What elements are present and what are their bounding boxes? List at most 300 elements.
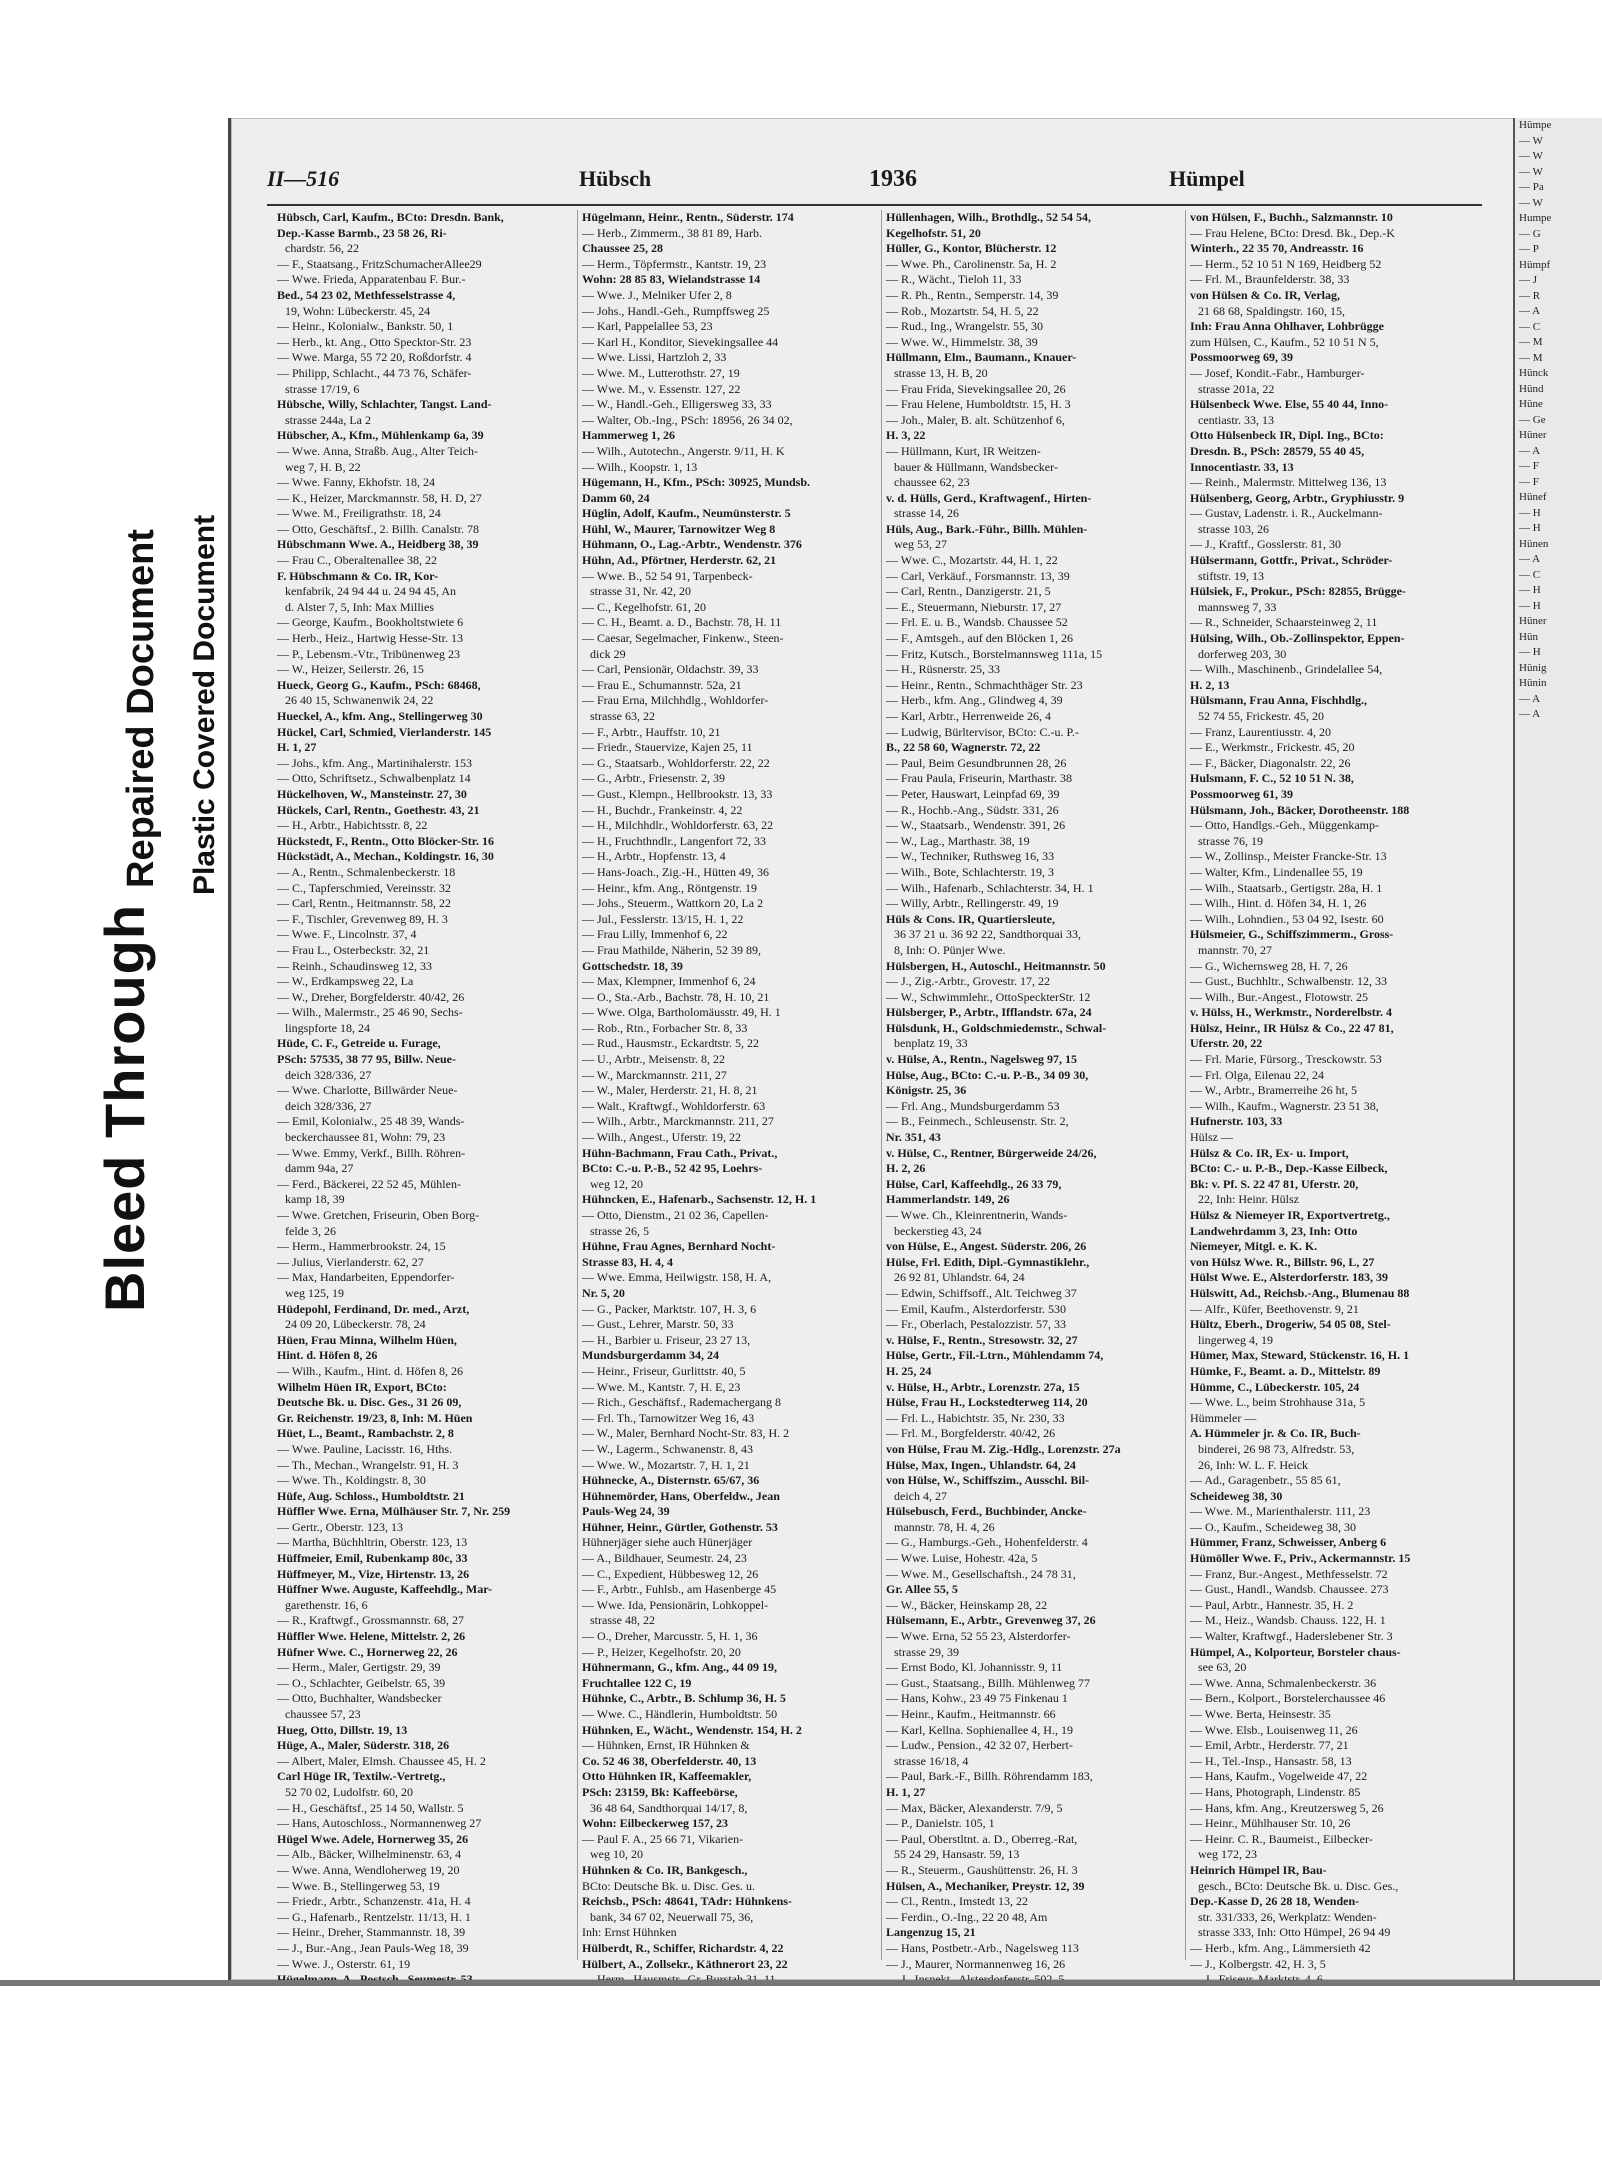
directory-entry: — Hans, Photograph, Lindenstr. 85 <box>1190 1784 1361 1799</box>
directory-entry: — Gustav, Ladenstr. i. R., Auckelmann- <box>1190 506 1383 521</box>
directory-entry: — Frl. M., Braunfelderstr. 38, 33 <box>1190 272 1350 287</box>
directory-entry: — Ludw., Pension., 42 32 07, Herbert- <box>886 1738 1073 1753</box>
directory-entry: — Wwe. Lissi, Hartzloh 2, 33 <box>582 350 727 365</box>
directory-entry: — Wwe. Luise, Hohestr. 42a, 5 <box>886 1551 1038 1566</box>
directory-entry: — R. Ph., Rentn., Semperstr. 14, 39 <box>886 287 1059 302</box>
directory-entry: — Wwe. B., Stellingerweg 53, 19 <box>277 1878 440 1893</box>
directory-entry: 19, Wohn: Lübeckerstr. 45, 24 <box>285 303 431 318</box>
directory-entry: Hüffmeyer, M., Vize, Hirtenstr. 13, 26 <box>277 1566 470 1581</box>
directory-entry: — Wwe. Anna, Straßb. Aug., Alter Teich- <box>277 443 479 458</box>
directory-entry: — Wwe. C., Mozartstr. 44, H. 1, 22 <box>886 553 1058 568</box>
directory-entry: Mundsburgerdamm 34, 24 <box>582 1348 720 1363</box>
directory-entry: — Wwe. J., Osterstr. 61, 19 <box>277 1956 411 1971</box>
directory-entry: Hueg, Otto, Dillstr. 19, 13 <box>277 1722 408 1737</box>
directory-entry: — Josef, Kondit.-Fabr., Hamburger- <box>1190 365 1365 380</box>
directory-entry: Otto Hülsenbeck IR, Dipl. Ing., BCto: <box>1190 428 1384 443</box>
directory-entry: — Heinr. C. R., Baumeist., Eilbecker- <box>1190 1831 1373 1846</box>
directory-entry: Hügelmann, Heinr., Rentn., Süderstr. 174 <box>582 210 794 224</box>
facing-page-fragment: — H <box>1519 599 1541 612</box>
directory-entry: — R., Kraftwgf., Grossmannstr. 68, 27 <box>277 1613 464 1628</box>
directory-entry: Otto Hühnken IR, Kaffeemakler, <box>582 1769 752 1784</box>
directory-entry: — Frl. L., Habichtstr. 35, Nr. 230, 33 <box>886 1410 1065 1425</box>
directory-entry: — W., Erdkampsweg 22, La <box>277 974 414 989</box>
directory-entry: Damm 60, 24 <box>582 490 650 505</box>
directory-entry: gesch., BCto: Deutsche Bk. u. Disc. Ges., <box>1198 1878 1399 1893</box>
directory-entry: H. 1, 27 <box>886 1784 926 1799</box>
directory-entry: — C., Expedient, Hübbesweg 12, 26 <box>582 1566 759 1581</box>
directory-entry: strasse 31, Nr. 42, 20 <box>590 584 691 599</box>
directory-entry: H. 3, 22 <box>886 428 926 443</box>
directory-entry: strasse 13, H. B, 20 <box>894 365 988 380</box>
directory-entry: — Wilh., Staatsarb., Gertigstr. 28a, H. 1 <box>1190 880 1383 895</box>
directory-entry: Wohn: Eilbeckerweg 157, 23 <box>582 1816 728 1831</box>
page-header <box>249 166 1489 200</box>
directory-entry: — Emil, Kolonialw., 25 48 39, Wands- <box>277 1114 465 1129</box>
directory-entry: — Frau Lilly, Immenhof 6, 22 <box>582 927 728 942</box>
facing-page-fragment: Hünen <box>1519 537 1549 550</box>
directory-entry: — W., Lag., Marthastr. 38, 19 <box>886 833 1030 848</box>
directory-entry: benplatz 19, 33 <box>894 1036 968 1051</box>
directory-entry: PSch: 57535, 38 77 95, Billw. Neue- <box>277 1052 456 1067</box>
directory-entry: Dresdn. B., PSch: 28579, 55 40 45, <box>1190 443 1365 458</box>
directory-entry: — Albert, Maler, Elmsh. Chaussee 45, H. 2 <box>277 1753 486 1768</box>
directory-entry: — Wilh., Angest., Uferstr. 19, 22 <box>582 1130 741 1145</box>
directory-entry: Hückelhoven, W., Mansteinstr. 27, 30 <box>277 786 467 801</box>
directory-entry: — Wwe. M., Marienthalerstr. 111, 23 <box>1190 1504 1371 1519</box>
directory-entry: — B., Feinmech., Schleusenstr. Str. 2, <box>886 1114 1069 1129</box>
facing-page-fragment: Hüne <box>1519 398 1543 410</box>
facing-page-fragment: Hünig <box>1519 661 1547 674</box>
directory-entry: — Wilh., Koopstr. 1, 13 <box>582 459 698 474</box>
directory-entry: chaussee 62, 23 <box>894 475 970 490</box>
directory-entry: — Hans-Joach., Zig.-H., Hütten 49, 36 <box>582 864 769 879</box>
directory-entry: Chaussee 25, 28 <box>582 241 664 256</box>
directory-entry: Hülsberger, P., Arbtr., Ifflandstr. 67a, 24 <box>886 1005 1092 1020</box>
directory-entry: — Carl, Rentn., Danzigerstr. 21, 5 <box>886 584 1051 599</box>
directory-entry: Hühncken, E., Hafenarb., Sachsenstr. 12, H. 1 <box>582 1192 817 1207</box>
directory-entry: — Emil, Arbtr., Herderstr. 77, 21 <box>1190 1738 1349 1753</box>
scan-background <box>0 1986 1600 2177</box>
directory-entry: — Frl. Olga, Eilenau 22, 24 <box>1190 1067 1324 1082</box>
directory-entry: Inh: Ernst Hühnken <box>582 1925 677 1940</box>
directory-entry: — H., Arbtr., Hopfenstr. 13, 4 <box>582 849 726 864</box>
directory-entry: Hückels, Carl, Rentn., Goethestr. 43, 21 <box>277 802 480 817</box>
directory-entry: strasse 29, 39 <box>894 1644 959 1659</box>
directory-entry: — Herm., Hammerbrookstr. 24, 15 <box>277 1239 446 1254</box>
directory-entry: — Karl H., Konditor, Sievekingsallee 44 <box>582 334 779 349</box>
directory-entry: — Otto, Dienstm., 21 02 36, Capellen- <box>582 1208 769 1222</box>
header-last-word: Hümpel <box>1169 166 1245 191</box>
directory-entry: H. 2, 26 <box>886 1161 926 1176</box>
directory-entry: — Wwe. M., Gesellschaftsh., 24 78 31, <box>886 1566 1076 1581</box>
directory-entry: — W., Marckmannstr. 211, 27 <box>582 1067 727 1082</box>
directory-entry: Hüffmeier, Emil, Rubenkamp 80c, 33 <box>277 1551 468 1566</box>
directory-entry: Hüffler Wwe. Erna, Mülhäuser Str. 7, Nr. 259 <box>277 1504 511 1519</box>
bleed-through-stamp: Bleed Through <box>93 903 156 1312</box>
directory-entry: — Hans, Kohw., 23 49 75 Finkenau 1 <box>886 1691 1068 1706</box>
directory-entry: — Wilh., Kaufm., Wagnerstr. 23 51 38, <box>1190 1098 1379 1113</box>
directory-entry: Hüfe, Aug. Schloss., Humboldtstr. 21 <box>277 1488 465 1503</box>
directory-entry: — Wwe. Pauline, Lacisstr. 16, Hths. <box>277 1441 453 1456</box>
facing-page-fragment: — A <box>1519 708 1541 720</box>
facing-page-fragment: — W <box>1519 165 1543 178</box>
directory-entry: — Max, Handarbeiten, Eppendorfer- <box>277 1270 455 1285</box>
directory-entry: Hümmeler — <box>1190 1410 1257 1425</box>
directory-entry: Hümmer, Franz, Schweisser, Anberg 6 <box>1190 1535 1387 1550</box>
directory-entry: von Hülse, Frau M. Zig.-Hdlg., Lorenzstr. 27a <box>886 1441 1121 1456</box>
directory-entry: — Julius, Vierlanderstr. 62, 27 <box>277 1254 424 1269</box>
directory-entry: — Wwe. C., Händlerin, Humboldtstr. 50 <box>582 1707 778 1721</box>
directory-entry: — Paul F. A., 25 66 71, Vikarien- <box>582 1831 744 1846</box>
directory-entry: Wohn: 28 85 83, Wielandstrasse 14 <box>582 272 761 287</box>
directory-entry: — Hans, Autoschloss., Normannenweg 27 <box>277 1816 482 1831</box>
directory-entry: — Hans, Kaufm., Vogelweide 47, 22 <box>1190 1769 1368 1784</box>
directory-entry: — Frau Frida, Sievekingsallee 20, 26 <box>886 381 1066 396</box>
directory-entry: Uferstr. 20, 22 <box>1190 1036 1263 1051</box>
directory-entry: — H., Milchhdlr., Wohldorferstr. 63, 22 <box>582 818 774 833</box>
directory-entry: Hüller, G., Kontor, Blücherstr. 12 <box>886 241 1057 256</box>
directory-entry: — Wwe. Olga, Bartholomäusstr. 49, H. 1 <box>582 1005 781 1020</box>
directory-entry: Hülsbergen, H., Autoschl., Heitmannstr. 50 <box>886 958 1106 973</box>
directory-entry: Hüffler Wwe. Helene, Mittelstr. 2, 26 <box>277 1629 466 1644</box>
directory-entry: — Johs., kfm. Ang., Martinihalerstr. 153 <box>277 755 472 770</box>
directory-entry: Hümke, F., Beamt. a. D., Mittelstr. 89 <box>1190 1363 1381 1378</box>
directory-entry: Hübscher, A., Kfm., Mühlenkamp 6a, 39 <box>277 428 484 443</box>
directory-entry: Hülsen, A., Mechaniker, Preystr. 12, 39 <box>886 1878 1085 1893</box>
directory-entry: — Walt., Kraftwgf., Wohldorferstr. 63 <box>582 1098 766 1113</box>
directory-entry: — Wwe. Emma, Heilwigstr. 158, H. A, <box>582 1270 772 1285</box>
directory-entry: chaussee 57, 23 <box>285 1707 361 1721</box>
directory-entry: kenfabrik, 24 94 44 u. 24 94 45, An <box>285 584 456 599</box>
directory-entry: — Wwe. W., Mozartstr. 7, H. 1, 21 <box>582 1457 750 1472</box>
directory-entry: — F., Tischler, Grevenweg 89, H. 3 <box>277 911 448 926</box>
directory-entry: — Heinr., Kolonialw., Bankstr. 50, 1 <box>277 319 454 334</box>
directory-entry: strasse 26, 5 <box>590 1223 649 1238</box>
directory-entry: v. Hülse, H., Arbtr., Lorenzstr. 27a, 15 <box>886 1379 1080 1394</box>
directory-entry: — Edwin, Schiffsoff., Alt. Teichweg 37 <box>886 1285 1077 1300</box>
directory-entry: 26 40 15, Schwanenwik 24, 22 <box>285 693 434 708</box>
directory-entry: Hülswitt, Ad., Reichsb.-Ang., Blumenau 88 <box>1190 1285 1410 1300</box>
directory-entry: — G., Hamburgs.-Geh., Hohenfelderstr. 4 <box>886 1535 1088 1550</box>
directory-entry: — Wwe. Berta, Heinsestr. 35 <box>1190 1707 1331 1721</box>
facing-page-fragment: — Ge <box>1519 413 1546 426</box>
directory-entry: — Rud., Hausmstr., Eckardtstr. 5, 22 <box>582 1036 759 1051</box>
directory-entry: — Frl. M., Borgfelderstr. 40/42, 26 <box>886 1426 1056 1441</box>
directory-entry: — J., Kolbergstr. 42, H. 3, 5 <box>1190 1956 1326 1971</box>
directory-entry: — Cl., Rentn., Imstedt 13, 22 <box>886 1894 1028 1909</box>
directory-entry: — Wwe. Emmy, Verkf., Billh. Röhren- <box>277 1145 466 1160</box>
directory-entry: 36 48 64, Sandthorquai 14/17, 8, <box>590 1800 748 1815</box>
directory-entry: — Max, Bäcker, Alexanderstr. 7/9, 5 <box>886 1800 1063 1815</box>
directory-entry: — Wwe. L., beim Strohhause 31a, 5 <box>1190 1395 1366 1410</box>
directory-entry: — Rob., Rtn., Forbacher Str. 8, 33 <box>582 1020 748 1035</box>
facing-page-fragment: — H <box>1519 584 1541 596</box>
directory-entry: v. Hülse, F., Rentn., Stresowstr. 32, 27 <box>886 1332 1078 1347</box>
directory-entry: Hüge, A., Maler, Süderstr. 318, 26 <box>277 1738 450 1753</box>
directory-entry: — C., Kegelhofstr. 61, 20 <box>582 599 706 614</box>
directory-entry: Hülse, Max, Ingen., Uhlandstr. 64, 24 <box>886 1457 1076 1472</box>
directory-entry: weg 53, 27 <box>894 537 947 552</box>
directory-entry: — Walter, Kraftwgf., Haderslebener Str. 3 <box>1190 1629 1393 1644</box>
directory-entry: — W., Maler, Herderstr. 21, H. 8, 21 <box>582 1083 758 1098</box>
directory-entry: garethenstr. 16, 6 <box>285 1597 368 1612</box>
directory-entry: Hückstedt, F., Rentn., Otto Blöcker-Str. 16 <box>277 833 494 848</box>
directory-entry: — H., Geschäftsf., 25 14 50, Wallstr. 5 <box>277 1800 464 1815</box>
directory-entry: — W., Handl.-Geh., Elligersweg 33, 33 <box>582 397 772 412</box>
directory-entry: bank, 34 67 02, Neuerwall 75, 36, <box>590 1909 754 1924</box>
directory-entry: — Herb., Zimmerm., 38 81 89, Harb. <box>582 225 762 240</box>
directory-entry: beckerchaussee 81, Wohn: 79, 23 <box>285 1130 446 1145</box>
directory-entry: Hüet, L., Beamt., Rambachstr. 2, 8 <box>277 1426 454 1441</box>
directory-entry: Hühnken & Co. IR, Bankgesch., <box>582 1862 748 1877</box>
directory-entry: Bed., 54 23 02, Methfesselstrasse 4, <box>277 287 456 302</box>
directory-entry: B., 22 58 60, Wagnerstr. 72, 22 <box>886 740 1041 755</box>
directory-entry: Hufnerstr. 103, 33 <box>1190 1114 1283 1129</box>
facing-page-fragment: Hünck <box>1519 367 1549 379</box>
directory-entry: Hülsz, Heinr., IR Hülsz & Co., 22 47 81, <box>1190 1020 1394 1035</box>
directory-entry: weg 7, H. B, 22 <box>285 459 361 474</box>
directory-entry: — Otto, Geschäftsf., 2. Billh. Canalstr. 78 <box>277 521 479 536</box>
directory-entry: strasse 333, Inh: Otto Hümpel, 26 94 49 <box>1198 1925 1391 1940</box>
directory-entry: lingspforte 18, 24 <box>285 1020 370 1035</box>
directory-entry: H. 1, 27 <box>277 740 317 755</box>
facing-page-fragment: — A <box>1519 305 1541 317</box>
directory-entry: von Hülsen, F., Buchh., Salzmannstr. 10 <box>1190 210 1393 224</box>
directory-entry: — Wwe. Ida, Pensionärin, Lohkoppel- <box>582 1597 769 1612</box>
directory-entry: — Karl, Kellna. Sophienallee 4, H., 19 <box>886 1722 1073 1737</box>
directory-entry: bauer & Hüllmann, Wandsbecker- <box>894 459 1058 474</box>
directory-entry: — A., Rentn., Schmalenbeckerstr. 18 <box>277 864 456 879</box>
directory-entry: Hülsz & Co. IR, Ex- u. Import, <box>1190 1145 1349 1160</box>
directory-entry: Hügemann, H., Kfm., PSch: 30925, Mundsb. <box>582 475 811 490</box>
directory-entry: — Ludwig, Bürltervisor, BCto: C.-u. P.- <box>886 724 1079 739</box>
directory-entry: Hülsenberg, Georg, Arbtr., Gryphiusstr. 9 <box>1190 490 1405 505</box>
directory-entry: Hühne, Frau Agnes, Bernhard Nocht- <box>582 1239 776 1254</box>
directory-entry: Hümer, Max, Steward, Stückenstr. 16, H. 1 <box>1190 1348 1410 1363</box>
directory-entry: Hühnken, E., Wächt., Wendenstr. 154, H. 2 <box>582 1722 802 1737</box>
directory-entry: — O., Sta.-Arb., Bachstr. 78, H. 10, 21 <box>582 989 770 1004</box>
directory-entry: — Reinh., Malermstr. Mittelweg 136, 13 <box>1190 475 1387 490</box>
directory-entry: — F., Amtsgeh., auf den Blöcken 1, 26 <box>886 631 1074 646</box>
directory-entry: — Otto, Schriftsetz., Schwalbenplatz 14 <box>277 771 471 786</box>
directory-entry: — Johs., Steuerm., Wattkorn 20, La 2 <box>582 896 764 911</box>
directory-entry: Wilhelm Hüen IR, Export, BCto: <box>277 1379 447 1394</box>
margin-field <box>0 0 228 1980</box>
directory-entry: — Heinr., Mühlhauser Str. 10, 26 <box>1190 1816 1351 1831</box>
directory-entry: — O., Schlachter, Geibelstr. 65, 39 <box>277 1675 446 1690</box>
directory-entry: — W., Techniker, Ruthsweg 16, 33 <box>886 849 1055 864</box>
directory-entry: Gr. Reichenstr. 19/23, 8, Inh: M. Hüen <box>277 1410 473 1425</box>
directory-entry: — Wwe. M., Kantstr. 7, H. E, 23 <box>582 1379 741 1394</box>
directory-entry: — J., Zig.-Arbtr., Grovestr. 17, 22 <box>886 974 1050 989</box>
directory-entry: — Wwe. F., Lincolnstr. 37, 4 <box>277 927 417 942</box>
directory-entry: — R., Hochb.-Ang., Südstr. 331, 26 <box>886 802 1059 817</box>
directory-entry: — Herb., kfm. Ang., Lämmersieth 42 <box>1190 1940 1371 1955</box>
directory-entry: — Otto, Handlgs.-Geh., Müggenkamp- <box>1190 818 1379 833</box>
directory-entry: Gr. Allee 55, 5 <box>886 1582 958 1597</box>
directory-entry: — Wwe. Ph., Carolinenstr. 5a, H. 2 <box>886 256 1057 271</box>
directory-entry: — Hühnken, Ernst, IR Hühnken & <box>582 1738 750 1753</box>
directory-entry: — W., Maler, Bernhard Nocht-Str. 83, H. 2 <box>582 1426 790 1441</box>
directory-entry: — Frl. Ang., Mundsburgerdamm 53 <box>886 1098 1060 1113</box>
directory-entry: — Wilh., Lohndien., 53 04 92, Isestr. 60 <box>1190 911 1384 926</box>
directory-entry: — Peter, Hauswart, Leinpfad 69, 39 <box>886 786 1060 801</box>
directory-entry: — F., Arbtr., Fuhlsb., am Hasenberge 45 <box>582 1582 777 1597</box>
directory-entry: — Fr., Oberlach, Pestalozzistr. 57, 33 <box>886 1317 1066 1332</box>
directory-entry: — Frl. E. u. B., Wandsb. Chaussee 52 <box>886 615 1068 630</box>
directory-entry: — Wilh., Malermstr., 25 46 90, Sechs- <box>277 1005 463 1020</box>
directory-entry: — Rud., Ing., Wrangelstr. 55, 30 <box>886 319 1043 334</box>
directory-entry: damm 94a, 27 <box>285 1161 354 1176</box>
directory-entry: A. Hümmeler jr. & Co. IR, Buch- <box>1190 1426 1361 1441</box>
facing-page-fragment: — H <box>1519 506 1541 519</box>
directory-entry: weg 12, 20 <box>590 1176 643 1191</box>
directory-page <box>228 118 1516 1980</box>
directory-entry: — Wilh., Hint. d. Höfen 34, H. 1, 26 <box>1190 896 1367 911</box>
facing-page-fragment: — A <box>1519 553 1541 565</box>
directory-entry: — Wilh., Bur.-Angest., Flotowstr. 25 <box>1190 989 1368 1004</box>
directory-entry: binderei, 26 98 73, Alfredstr. 53, <box>1198 1441 1355 1456</box>
facing-page-fragment: — R <box>1519 289 1541 302</box>
directory-entry: — Alfr., Küfer, Beethovenstr. 9, 21 <box>1190 1301 1359 1316</box>
header-year: 1936 <box>869 166 917 192</box>
directory-entry: — Fritz, Kutsch., Borstelmannsweg 111a, 15 <box>886 646 1103 661</box>
page-number: II—516 <box>267 166 340 191</box>
directory-entry: — W., Zollinsp., Meister Francke-Str. 13 <box>1190 849 1387 864</box>
directory-entry: Hülsmann, Frau Anna, Fischhdlg., <box>1190 693 1368 708</box>
directory-entry: 24 09 20, Lübeckerstr. 78, 24 <box>285 1317 426 1332</box>
directory-entry: — Gust., Staatsang., Billh. Mühlenweg 77 <box>886 1675 1090 1690</box>
directory-entry: — Herm., Maler, Gertigstr. 29, 39 <box>277 1660 441 1675</box>
directory-entry: — Karl, Pappelallee 53, 23 <box>582 319 713 334</box>
directory-entry: — Otto, Buchhalter, Wandsbecker <box>277 1691 442 1706</box>
facing-page-fragment: Hünef <box>1519 491 1547 503</box>
directory-entry: H. 25, 24 <box>886 1363 932 1378</box>
facing-page-fragment: Hümpe <box>1519 119 1552 131</box>
directory-entry: Dep.-Kasse D, 26 28 18, Wenden- <box>1190 1894 1360 1909</box>
directory-entry: — Herm., 52 10 51 N 169, Heidberg 52 <box>1190 256 1382 271</box>
directory-entry: Königstr. 25, 36 <box>886 1083 967 1098</box>
directory-entry: — Gust., Klempn., Hellbrookstr. 13, 33 <box>582 786 773 801</box>
directory-entry: Hülse, Aug., BCto: C.-u. P.-B., 34 09 30, <box>886 1067 1089 1082</box>
directory-entry: — Emil, Kaufm., Alsterdorferstr. 530 <box>886 1301 1066 1316</box>
directory-entry: — P., Lebensm.-Vtr., Tribünenweg 23 <box>277 646 460 661</box>
directory-entry: — Wwe. Elsb., Louisenweg 11, 26 <box>1190 1722 1358 1737</box>
directory-entry: — Heinr., Dreher, Stammannstr. 18, 39 <box>277 1925 466 1940</box>
directory-entry: Hint. d. Höfen 8, 26 <box>277 1348 378 1363</box>
directory-entry: von Hülsz Wwe. R., Billstr. 96, L, 27 <box>1190 1254 1375 1269</box>
directory-entry: — J., Maurer, Normannenweg 16, 26 <box>886 1956 1066 1971</box>
directory-entry: mannstr. 78, H. 4, 26 <box>894 1519 995 1534</box>
directory-entry: — Gust., Handl., Wandsb. Chaussee. 273 <box>1190 1582 1389 1597</box>
directory-entry: v. Hülss, H., Werkmstr., Norderelbstr. 4 <box>1190 1005 1393 1020</box>
directory-entry: — Frl. Marie, Fürsorg., Tresckowstr. 53 <box>1190 1052 1382 1067</box>
directory-entry: Strasse 83, H. 4, 4 <box>582 1254 673 1269</box>
directory-entry: strasse 63, 22 <box>590 709 655 723</box>
directory-entry: — M., Heiz., Wandsb. Chauss. 122, H. 1 <box>1190 1613 1386 1628</box>
directory-entry: v. Hülse, C., Rentner, Bürgerweide 24/26, <box>886 1145 1097 1160</box>
directory-entry: Co. 52 46 38, Oberfelderstr. 40, 13 <box>582 1753 757 1768</box>
directory-entry: — Herb., kfm. Ang., Glindweg 4, 39 <box>886 693 1063 708</box>
directory-entry: Hülsiek, F., Prokur., PSch: 82855, Brügge- <box>1190 584 1406 599</box>
directory-entry: kamp 18, 39 <box>285 1192 345 1207</box>
directory-entry: — C., Tapferschmied, Vereinsstr. 32 <box>277 880 452 895</box>
directory-entry: Hümpel, A., Kolporteur, Borsteler chaus- <box>1190 1644 1401 1659</box>
directory-entry: zum Hülsen, C., Kaufm., 52 10 51 N 5, <box>1190 334 1379 349</box>
directory-entry: — Frau Erna, Milchhdlg., Wohldorfer- <box>582 693 769 708</box>
directory-entry: — Paul, Bark.-F., Billh. Röhrendamm 183, <box>886 1769 1093 1784</box>
facing-page-fragment: Hüner <box>1519 429 1547 441</box>
directory-entry: see 63, 20 <box>1198 1660 1247 1675</box>
directory-entry: 36 37 21 u. 36 92 22, Sandthorquai 33, <box>894 927 1081 942</box>
directory-entry: strasse 16/18, 4 <box>894 1753 969 1768</box>
directory-entry: — W., Heizer, Seilerstr. 26, 15 <box>277 662 424 677</box>
facing-page-fragment: — A <box>1519 692 1541 705</box>
directory-entry: — Frau E., Schumannstr. 52a, 21 <box>582 677 742 692</box>
directory-entry: Scheideweg 38, 30 <box>1190 1488 1283 1503</box>
entry-column <box>577 210 874 1971</box>
facing-page-fragment: — M <box>1519 351 1543 364</box>
directory-entry: Possmoorweg 61, 39 <box>1190 786 1293 801</box>
directory-entry: — Wwe. Frieda, Apparatenbau F. Bur.- <box>277 272 466 287</box>
directory-entry: — R., Steuerm., Gaushüttenstr. 26, H. 3 <box>886 1862 1078 1877</box>
directory-entry: — R., Wächt., Tieloh 11, 33 <box>886 272 1022 287</box>
facing-page-fragment: Hümpf <box>1519 258 1551 271</box>
directory-entry: deich 4, 27 <box>894 1488 947 1503</box>
directory-entry: — Wilh., Maschinenb., Grindelallee 54, <box>1190 662 1383 677</box>
directory-entry: Inh: Frau Anna Ohlhaver, Lohbrügge <box>1190 319 1384 334</box>
directory-entry: Hueck, Georg G., Kaufm., PSch: 68468, <box>277 677 481 692</box>
directory-entry: Hülst Wwe. E., Alsterdorferstr. 183, 39 <box>1190 1270 1388 1285</box>
directory-entry: — Franz, Laurentiusstr. 4, 20 <box>1190 724 1331 739</box>
directory-entry: — R., Schneider, Schaarsteinweg 2, 11 <box>1190 615 1378 630</box>
directory-entry: — Wwe. Fanny, Ekhofstr. 18, 24 <box>277 475 435 490</box>
directory-entry: — Frau Helene, Humboldtstr. 15, H. 3 <box>886 397 1071 412</box>
directory-entry: — F., Staatsang., FritzSchumacherAllee29 <box>277 256 482 271</box>
directory-entry: felde 3, 26 <box>285 1223 336 1238</box>
directory-entry: — Hans, kfm. Ang., Kreutzersweg 5, 26 <box>1190 1800 1384 1815</box>
directory-entry: — Joh., Maler, B. alt. Schützenhof 6, <box>886 412 1065 427</box>
directory-entry: — Gust., Buchhltr., Schwalbenstr. 12, 33 <box>1190 974 1387 989</box>
directory-entry: Hückstädt, A., Mechan., Koldingstr. 16, 30 <box>277 849 494 864</box>
directory-entry: — Herm., Töpfermstr., Kantstr. 19, 23 <box>582 256 767 271</box>
directory-entry: Hüllmann, Elm., Baumann., Knauer- <box>886 350 1077 365</box>
facing-page-fragment: — F <box>1519 460 1539 472</box>
directory-entry: — Heinr., kfm. Ang., Röntgenstr. 19 <box>582 880 757 895</box>
directory-entry: dick 29 <box>590 646 626 661</box>
directory-entry: — W., Schwimmlehr., OttoSpeckterStr. 12 <box>886 989 1091 1004</box>
directory-entry: — Caesar, Segelmacher, Finkenw., Steen- <box>582 631 784 646</box>
directory-entry: Hülbert, A., Zollsekr., Käthnerort 23, 22 <box>582 1956 788 1971</box>
directory-entry: Possmoorweg 69, 39 <box>1190 350 1293 365</box>
directory-entry: Niemeyer, Mitgl. e. K. K. <box>1190 1239 1318 1254</box>
directory-entry: — Frau Mathilde, Näherin, 52 39 89, <box>582 942 761 957</box>
directory-entry: — F., Arbtr., Hauffstr. 10, 21 <box>582 724 721 739</box>
directory-entry: 55 24 29, Hansastr. 59, 13 <box>894 1847 1020 1862</box>
directory-entry: — H., Fruchthndlr., Langenfort 72, 33 <box>582 833 766 848</box>
directory-entry: — Frau Helene, BCto: Dresd. Bk., Dep.-K <box>1190 225 1395 240</box>
facing-page-fragment: — W <box>1519 150 1543 162</box>
directory-entry: von Hülse, E., Angest. Süderstr. 206, 26 <box>886 1239 1087 1254</box>
directory-entry: Hülse, Gertr., Fil.-Ltrn., Mühlendamm 74, <box>886 1348 1104 1363</box>
facing-page-fragment: — W <box>1519 196 1543 209</box>
directory-entry: Nr. 351, 43 <box>886 1130 941 1145</box>
directory-entry: Hüfner Wwe. C., Hornerweg 22, 26 <box>277 1644 458 1659</box>
directory-entry: Hübschmann Wwe. A., Heidberg 38, 39 <box>277 537 479 552</box>
directory-entry: strasse 14, 26 <box>894 506 959 521</box>
directory-entry: Gottschedstr. 18, 39 <box>582 958 683 973</box>
directory-entry: — Karl, Arbtr., Herrenweide 26, 4 <box>886 709 1051 723</box>
